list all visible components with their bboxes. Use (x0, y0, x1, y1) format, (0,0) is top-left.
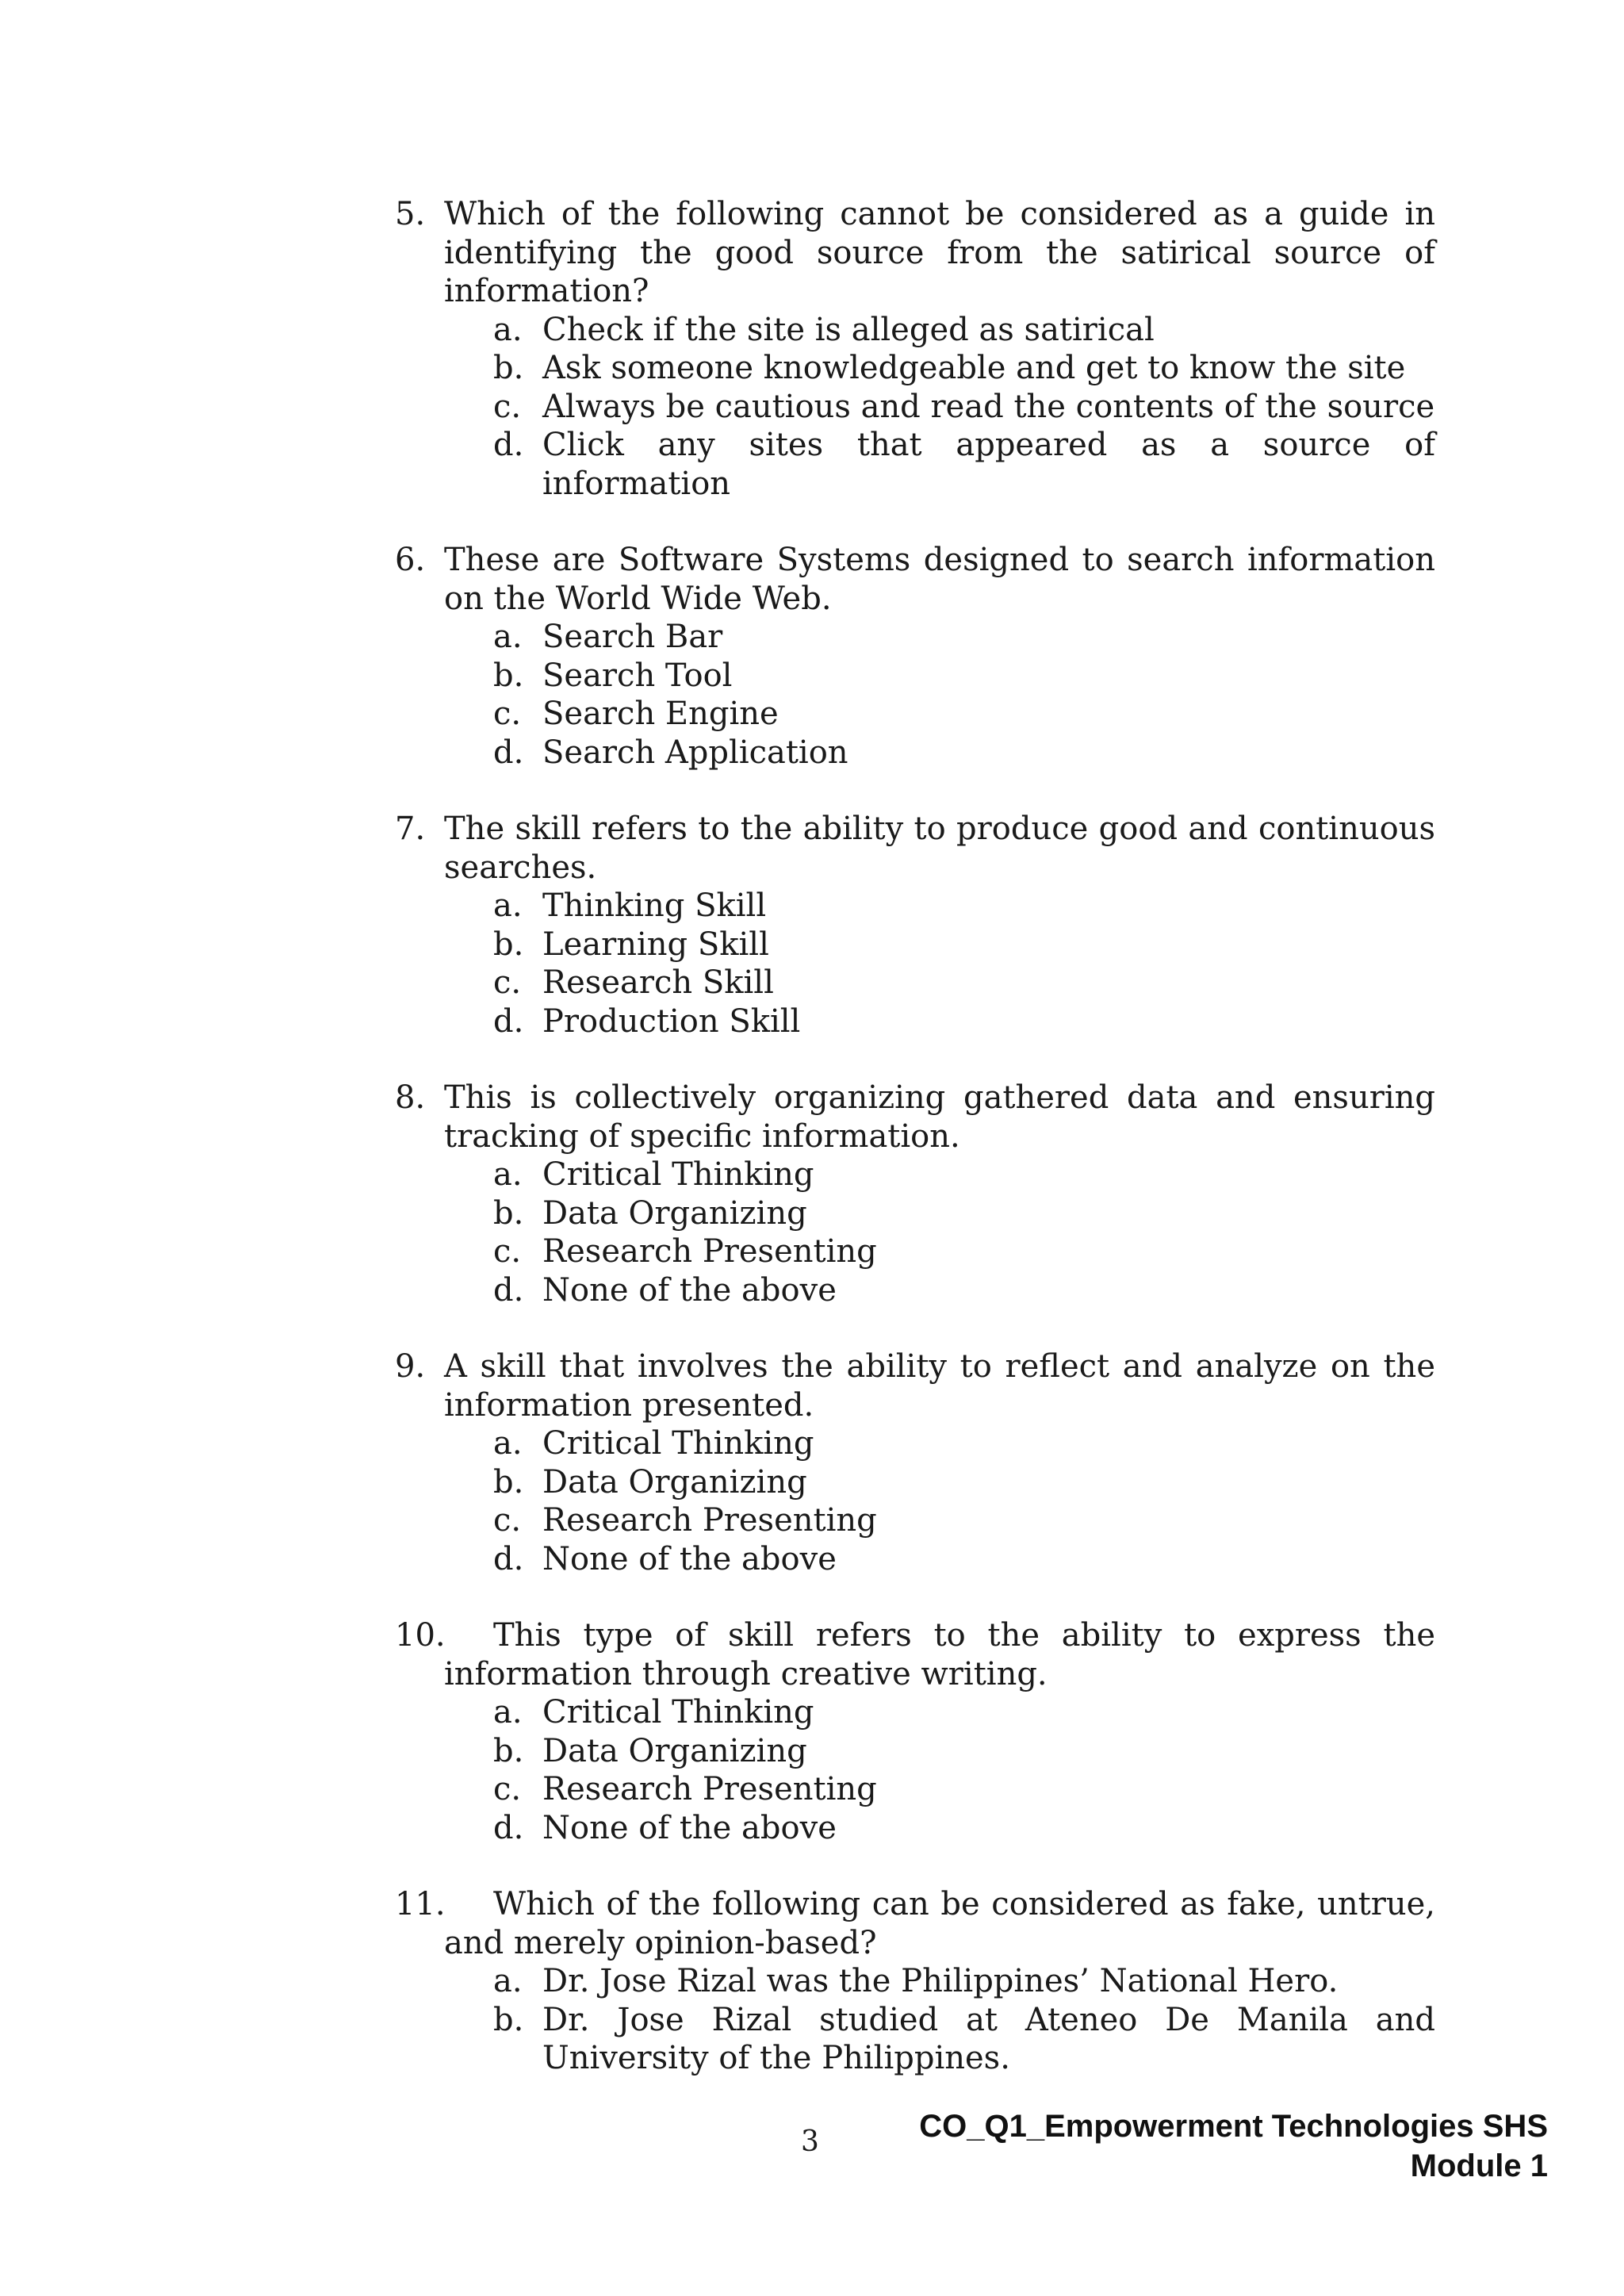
question-7 (395, 810, 1435, 1041)
choice-b (493, 1194, 1435, 1233)
choice-letter: d. (493, 1540, 524, 1577)
choice-letter: c. (493, 1502, 522, 1539)
question-text-rest: information through creative writing. (444, 1655, 1048, 1692)
choice-letter: b. (493, 1732, 524, 1769)
choice-letter: b. (493, 926, 524, 963)
choice-letter: c. (493, 1233, 522, 1270)
question-6 (395, 541, 1435, 772)
module-label-line1: CO_Q1_Empowerment Technologies SHS (919, 2109, 1548, 2144)
choice-letter: d. (493, 1002, 524, 1040)
question-stem (395, 810, 1435, 887)
question-stem (395, 1079, 1435, 1156)
question-text-first-line: This type of skill refers to the ability to express the (493, 1617, 1435, 1654)
choice-text: Always be cautious and read the contents of the source (542, 388, 1435, 425)
choice-d (493, 1540, 1435, 1579)
question-number: 11. (395, 1886, 446, 1922)
choice-letter: a. (493, 1963, 523, 1999)
question-stem (395, 1616, 1435, 1655)
choice-text: None of the above (542, 1809, 837, 1846)
choice-c (493, 964, 1435, 1002)
question-number: 7. (395, 811, 426, 847)
question-number: 8. (395, 1079, 426, 1116)
quiz-content (395, 195, 1435, 2116)
choice-letter: c. (493, 696, 522, 732)
choice-d (493, 734, 1435, 772)
choice-letter: d. (493, 1809, 524, 1846)
choice-text: Critical Thinking (542, 1425, 814, 1462)
choice-text: Search Engine (542, 696, 779, 732)
question-text: The skill refers to the ability to produce good and continuous searches. (444, 811, 1435, 886)
choice-text: Dr. Jose Rizal studied at Ateneo De Manila and University of the Philippines. (542, 2001, 1435, 2076)
choice-b (493, 657, 1435, 696)
choice-letter: b. (493, 2001, 524, 2038)
choice-text: Data Organizing (542, 1194, 807, 1232)
choice-text: Ask someone knowledgeable and get to know the site (542, 350, 1406, 386)
choice-c (493, 388, 1435, 427)
question-stem (395, 541, 1435, 618)
question-number: 5. (395, 196, 426, 232)
choice-b (493, 349, 1435, 388)
choice-letter: a. (493, 1694, 523, 1731)
choice-letter: b. (493, 1463, 524, 1501)
choice-b (493, 926, 1435, 964)
choice-a (493, 1156, 1435, 1194)
question-text-first-line: Which of the following can be considered as fake, untrue, (493, 1886, 1435, 1922)
choice-letter: c. (493, 388, 522, 425)
choice-a (493, 1424, 1435, 1463)
choice-d (493, 426, 1435, 503)
choice-text: Research Skill (542, 964, 774, 1001)
choice-text: Check if the site is alleged as satirical (542, 311, 1155, 348)
choice-a (493, 1962, 1435, 2001)
choice-text: Research Presenting (542, 1502, 877, 1539)
choice-c (493, 1501, 1435, 1540)
choice-b (493, 1463, 1435, 1502)
choice-d (493, 1271, 1435, 1310)
choice-b (493, 2001, 1435, 2078)
choice-a (493, 887, 1435, 926)
choice-list (395, 618, 1435, 772)
choice-list (395, 887, 1435, 1041)
choice-text: Production Skill (542, 1002, 801, 1040)
question-stem (395, 1885, 1435, 1924)
choice-b (493, 1732, 1435, 1771)
choice-text: Critical Thinking (542, 1694, 814, 1731)
choice-letter: a. (493, 887, 523, 924)
choice-list (395, 1962, 1435, 2078)
choice-list (395, 1693, 1435, 1847)
choice-c (493, 695, 1435, 734)
choice-a (493, 618, 1435, 657)
question-stem-continued (395, 1655, 1435, 1694)
choice-c (493, 1232, 1435, 1271)
question-text: A skill that involves the ability to reflect and analyze on the information presented. (444, 1348, 1435, 1424)
choice-text: Data Organizing (542, 1463, 807, 1501)
choice-letter: a. (493, 1156, 523, 1193)
choice-text: Search Tool (542, 657, 733, 694)
choice-d (493, 1002, 1435, 1041)
choice-text: Learning Skill (542, 926, 769, 963)
choice-text: Data Organizing (542, 1732, 807, 1769)
choice-letter: a. (493, 311, 523, 348)
choice-letter: b. (493, 1194, 524, 1232)
question-5 (395, 195, 1435, 503)
choice-text: Research Presenting (542, 1771, 877, 1807)
question-stem (395, 195, 1435, 311)
question-text: This is collectively organizing gathered data and ensuring tracking of specific information. (444, 1079, 1435, 1155)
choice-text: None of the above (542, 1540, 837, 1577)
choice-letter: d. (493, 1271, 524, 1309)
choice-letter: d. (493, 734, 524, 771)
choice-c (493, 1770, 1435, 1809)
choice-text: Search Bar (542, 619, 723, 655)
choice-letter: b. (493, 350, 524, 386)
choice-letter: c. (493, 1771, 522, 1807)
choice-text: None of the above (542, 1271, 837, 1309)
choice-list (395, 1424, 1435, 1578)
choice-text: Search Application (542, 734, 848, 771)
choice-a (493, 1693, 1435, 1732)
question-number: 6. (395, 542, 426, 578)
choice-list (395, 1156, 1435, 1309)
page-number: 3 (801, 2125, 819, 2158)
question-11 (395, 1885, 1435, 2078)
choice-letter: a. (493, 619, 523, 655)
choice-letter: a. (493, 1425, 523, 1462)
question-8 (395, 1079, 1435, 1309)
choice-d (493, 1809, 1435, 1848)
question-text-rest: and merely opinion-based? (444, 1924, 877, 1961)
module-label-line2: Module 1 (1410, 2148, 1548, 2183)
question-number: 10. (395, 1617, 446, 1654)
question-text: These are Software Systems designed to search information on the World Wide Web. (444, 542, 1435, 617)
question-9 (395, 1347, 1435, 1578)
choice-letter: d. (493, 427, 524, 463)
question-stem (395, 1347, 1435, 1424)
choice-text: Click any sites that appeared as a source of information (542, 427, 1435, 502)
choice-text: Research Presenting (542, 1233, 877, 1270)
choice-text: Dr. Jose Rizal was the Philippines’ National Hero. (542, 1963, 1339, 1999)
choice-text: Thinking Skill (542, 887, 767, 924)
question-stem-continued (395, 1924, 1435, 1963)
choice-text: Critical Thinking (542, 1156, 814, 1193)
question-number: 9. (395, 1348, 426, 1385)
choice-list (395, 311, 1435, 504)
module-label (834, 2106, 1548, 2186)
choice-a (493, 311, 1435, 350)
choice-letter: c. (493, 964, 522, 1001)
choice-letter: b. (493, 657, 524, 694)
question-10 (395, 1616, 1435, 1847)
question-text: Which of the following cannot be considered as a guide in identifying the good source from the satirical source of information? (444, 196, 1435, 309)
